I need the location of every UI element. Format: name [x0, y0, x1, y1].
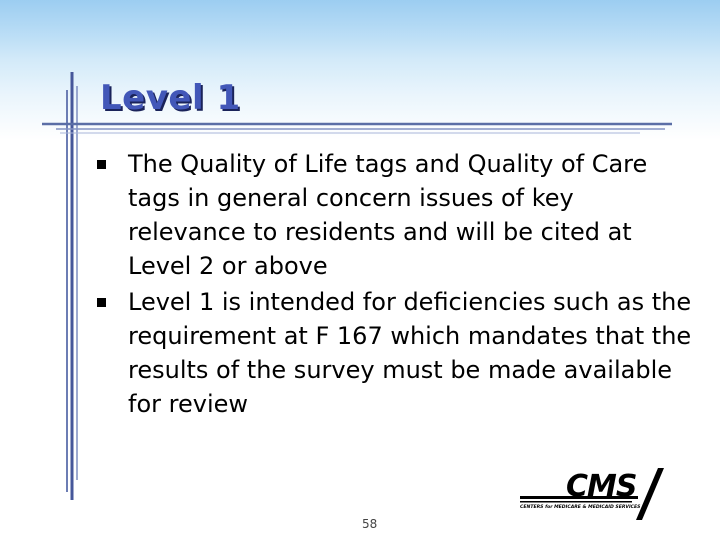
cms-wordmark: CMS — [566, 469, 637, 504]
square-bullet-icon — [97, 160, 106, 169]
bullet-list — [97, 147, 697, 423]
square-bullet-icon — [97, 298, 106, 307]
cms-logo — [512, 466, 672, 522]
page-number: 58 — [362, 517, 378, 531]
bullet-item — [97, 285, 697, 421]
bullet-text: The Quality of Life tags and Quality of Care tags in general concern issues of key relevance to residents and will be cited at Level 2 or above — [128, 150, 648, 280]
bullet-text: Level 1 is intended for deficiencies such as the requirement at F 167 which mandates that the results of the survey must be made available for review — [128, 288, 692, 418]
slide-title: Level 1 — [100, 78, 241, 118]
bullet-item — [97, 147, 697, 283]
cms-subtitle: CENTERS for MEDICARE & MEDICAID SERVICES — [520, 505, 641, 510]
